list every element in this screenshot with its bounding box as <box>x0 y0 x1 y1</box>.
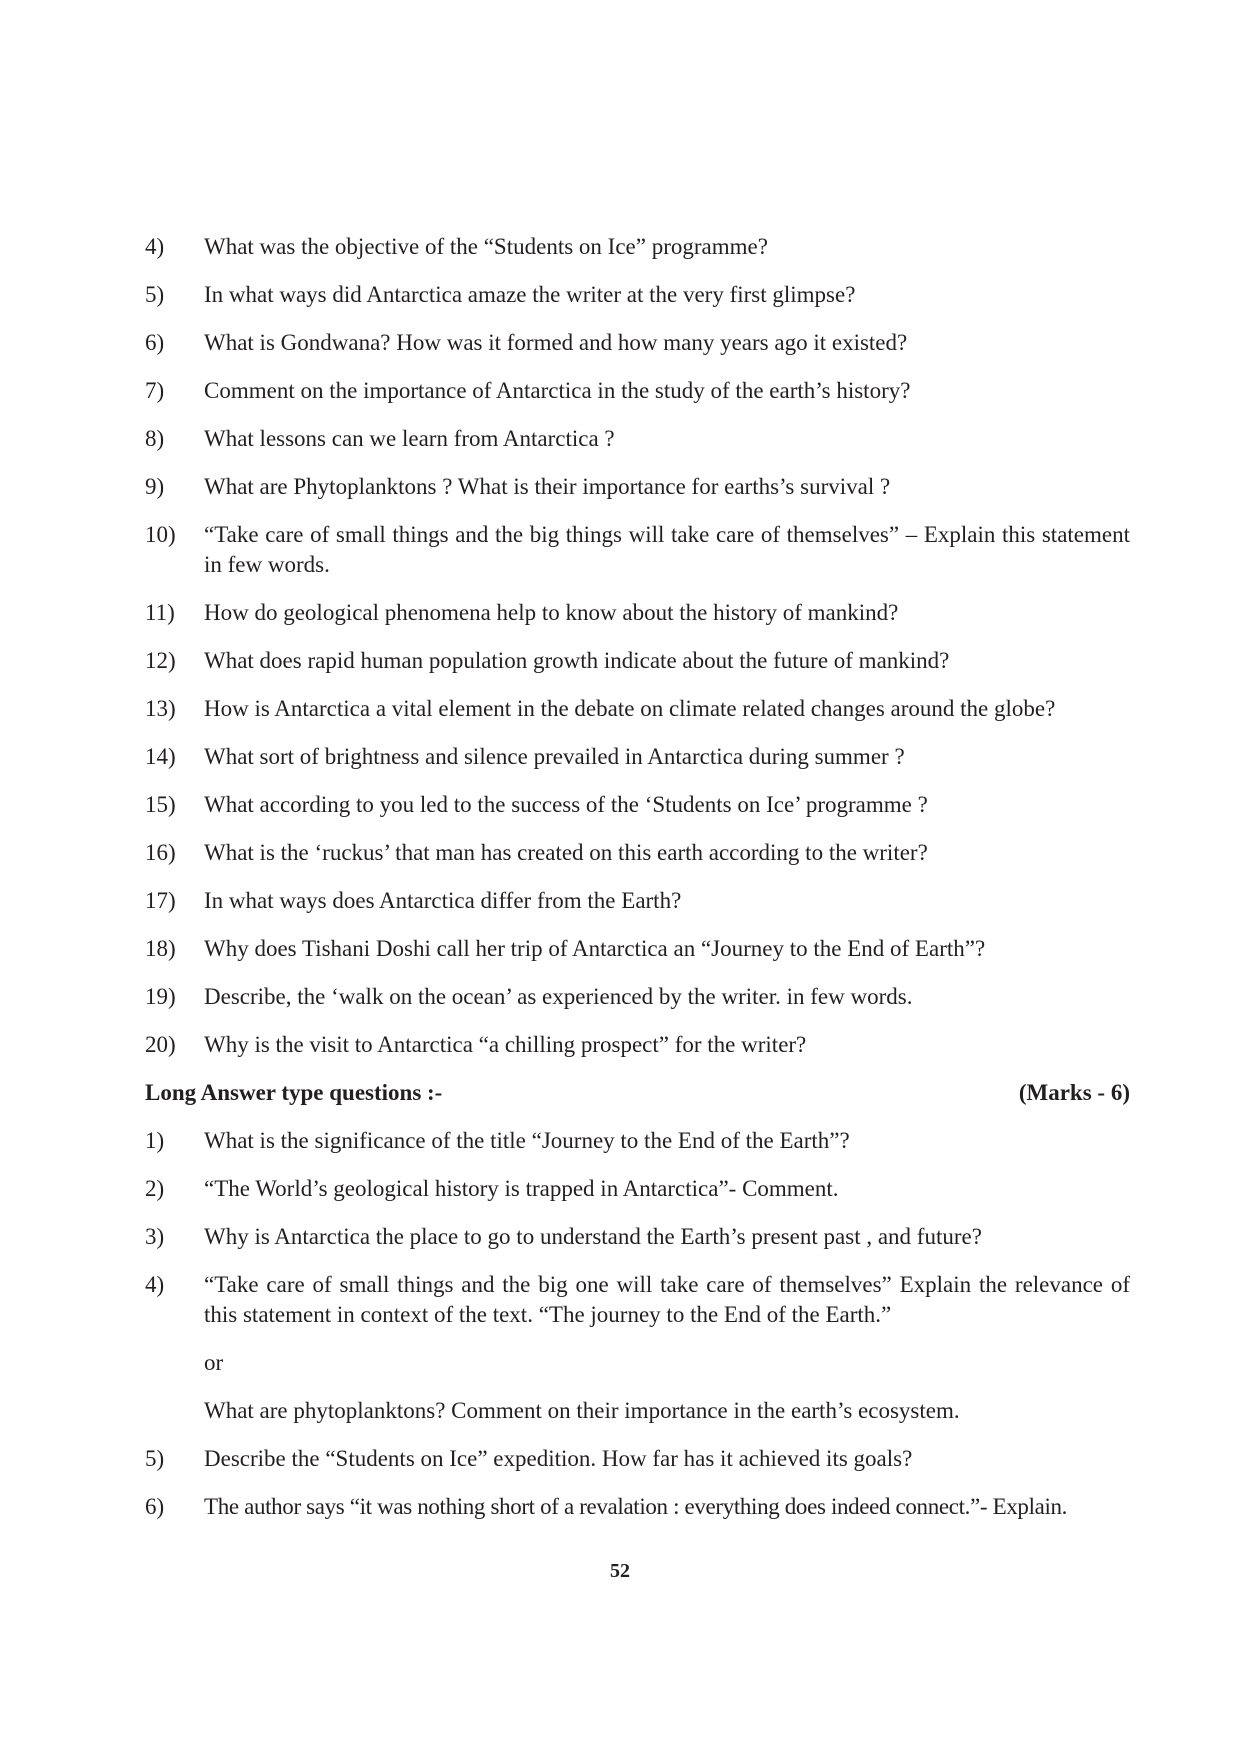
question-item <box>145 1492 1130 1522</box>
question-item <box>145 520 1130 580</box>
question-item <box>145 598 1130 628</box>
question-text: What is the ‘ruckus’ that man has created on this earth according to the writer? <box>204 840 928 865</box>
question-number: 6) <box>145 330 165 355</box>
question-item <box>145 1126 1130 1156</box>
question-text: “The World’s geological history is trapped in Antarctica”- Comment. <box>204 1176 839 1201</box>
question-item <box>145 280 1130 310</box>
question-number: 5) <box>145 282 165 307</box>
question-text: “Take care of small things and the big one will take care of themselves” Explain the relevance of this statement in context of the text. “The journey to the End of the Earth.” <box>204 1272 1130 1327</box>
question-item <box>145 1222 1130 1252</box>
page-number: 52 <box>610 1560 630 1582</box>
question-text: Why is Antarctica the place to go to understand the Earth’s present past , and future? <box>204 1224 982 1249</box>
question-text: What lessons can we learn from Antarctica ? <box>204 426 615 451</box>
question-number: 10) <box>145 522 176 547</box>
question-number: 3) <box>145 1224 165 1249</box>
question-text: What does rapid human population growth indicate about the future of mankind? <box>204 648 950 673</box>
section-heading <box>145 1078 1130 1108</box>
question-text: What sort of brightness and silence prevailed in Antarctica during summer ? <box>204 744 905 769</box>
question-text: What is Gondwana? How was it formed and how many years ago it existed? <box>204 330 908 355</box>
question-item <box>145 1030 1130 1060</box>
question-item <box>145 742 1130 772</box>
question-item <box>145 934 1130 964</box>
question-list <box>145 232 1130 1540</box>
question-text: What according to you led to the success of the ‘Students on Ice’ programme ? <box>204 792 928 817</box>
question-number: 14) <box>145 744 176 769</box>
alternative-question-text: What are phytoplanktons? Comment on their importance in the earth’s ecosystem. <box>204 1398 960 1423</box>
question-number: 13) <box>145 696 176 721</box>
question-text: What are Phytoplanktons ? What is their importance for earths’s survival ? <box>204 474 891 499</box>
question-text: Describe, the ‘walk on the ocean’ as experienced by the writer. in few words. <box>204 984 913 1009</box>
question-item <box>145 424 1130 454</box>
question-number: 12) <box>145 648 176 673</box>
question-item <box>145 1270 1130 1330</box>
question-item <box>145 232 1130 262</box>
question-number: 4) <box>145 1272 165 1297</box>
question-item <box>145 1444 1130 1474</box>
question-number: 1) <box>145 1128 165 1153</box>
question-number: 16) <box>145 840 176 865</box>
question-text: The author says “it was nothing short of a revalation : everything does indeed connect.”- Explain. <box>204 1494 1068 1519</box>
question-number: 8) <box>145 426 165 451</box>
question-text: “Take care of small things and the big things will take care of themselves” – Explain this statement in few words. <box>204 522 1130 577</box>
question-text: How is Antarctica a vital element in the debate on climate related changes around the globe? <box>204 696 1056 721</box>
question-text: Describe the “Students on Ice” expedition. How far has it achieved its goals? <box>204 1446 913 1471</box>
question-text: In what ways does Antarctica differ from the Earth? <box>204 888 682 913</box>
question-text: What is the significance of the title “Journey to the End of the Earth”? <box>204 1128 850 1153</box>
question-item <box>145 694 1130 724</box>
question-number: 7) <box>145 378 165 403</box>
question-text: Why does Tishani Doshi call her trip of Antarctica an “Journey to the End of Earth”? <box>204 936 986 961</box>
question-number: 2) <box>145 1176 165 1201</box>
question-item <box>145 328 1130 358</box>
question-number: 6) <box>145 1494 165 1519</box>
question-number: 15) <box>145 792 176 817</box>
question-item <box>145 1174 1130 1204</box>
question-number: 4) <box>145 234 165 259</box>
question-item <box>145 838 1130 868</box>
question-text: How do geological phenomena help to know about the history of mankind? <box>204 600 899 625</box>
question-number: 11) <box>145 600 175 625</box>
section-title: Long Answer type questions :- <box>145 1080 443 1105</box>
question-number: 17) <box>145 888 176 913</box>
or-separator: or <box>204 1350 224 1375</box>
section-marks: (Marks - 6) <box>1018 1080 1130 1105</box>
question-number: 19) <box>145 984 176 1009</box>
question-item <box>145 646 1130 676</box>
question-number: 9) <box>145 474 165 499</box>
question-item <box>145 472 1130 502</box>
question-text: Comment on the importance of Antarctica in the study of the earth’s history? <box>204 378 911 403</box>
question-number: 5) <box>145 1446 165 1471</box>
question-number: 20) <box>145 1032 176 1057</box>
question-text: What was the objective of the “Students on Ice” programme? <box>204 234 768 259</box>
question-number: 18) <box>145 936 176 961</box>
question-item <box>145 790 1130 820</box>
question-item <box>145 886 1130 916</box>
question-text: In what ways did Antarctica amaze the writer at the very first glimpse? <box>204 282 856 307</box>
question-item <box>145 982 1130 1012</box>
question-text: Why is the visit to Antarctica “a chilling prospect” for the writer? <box>204 1032 807 1057</box>
question-item <box>145 376 1130 406</box>
